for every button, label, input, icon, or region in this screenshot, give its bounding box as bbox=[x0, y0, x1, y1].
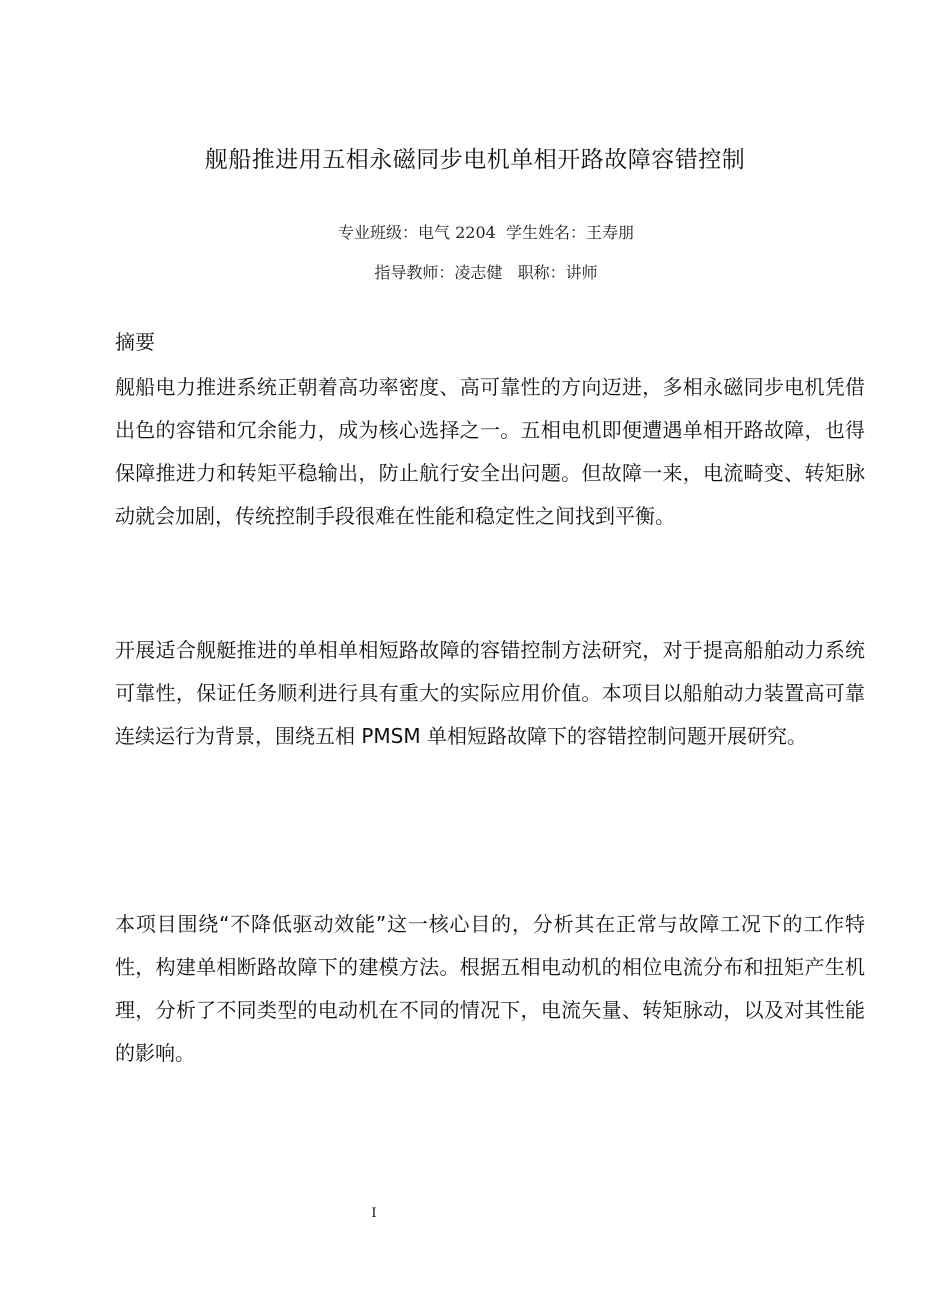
abstract-paragraph-1: 舰船电力推进系统正朝着高功率密度、高可靠性的方向迈进，多相永磁同步电机凭借出色的容错和冗余能力，成为核心选择之一。五相电机即便遭遇单相开路故障，也得保障推进力和转矩平稳输出，防止航行安全出问题。但故障一来，电流畸变、转矩脉动就会加剧，传统控制手段很难在性能和稳定性之间找到平衡。 bbox=[115, 375, 865, 528]
abstract-paragraph-3: 本项目围绕“不降低驱动效能”这一核心目的，分析其在正常与故障工况下的工作特性，构建单相断路故障下的建模方法。根据五相电动机的相位电流分布和扭矩产生机理，分析了不同类型的电动机在不同的情况下，电流矢量、转矩脉动，以及对其性能的影响。 bbox=[115, 912, 865, 1065]
document-title: 舰船推进用五相永磁同步电机单相开路故障容错控制 bbox=[204, 147, 746, 173]
abstract-paragraph-2: 开展适合舰艇推进的单相单相短路故障的容错控制方法研究，对于提高船舶动力系统可靠性，保证任务顺利进行具有重大的实际应用价值。本项目以船舶动力装置高可靠连续运行为背景，围绕五相 PMSM 单相短路故障下的容错控制问题开展研究。 bbox=[115, 638, 865, 748]
student-info: 专业班级：电气 2204 学生姓名：王寿朋 bbox=[338, 223, 634, 242]
page-number: I bbox=[371, 1206, 377, 1221]
abstract-heading: 摘要 bbox=[115, 330, 155, 354]
advisor-info: 指导教师：凌志健 职称：讲师 bbox=[374, 263, 598, 282]
